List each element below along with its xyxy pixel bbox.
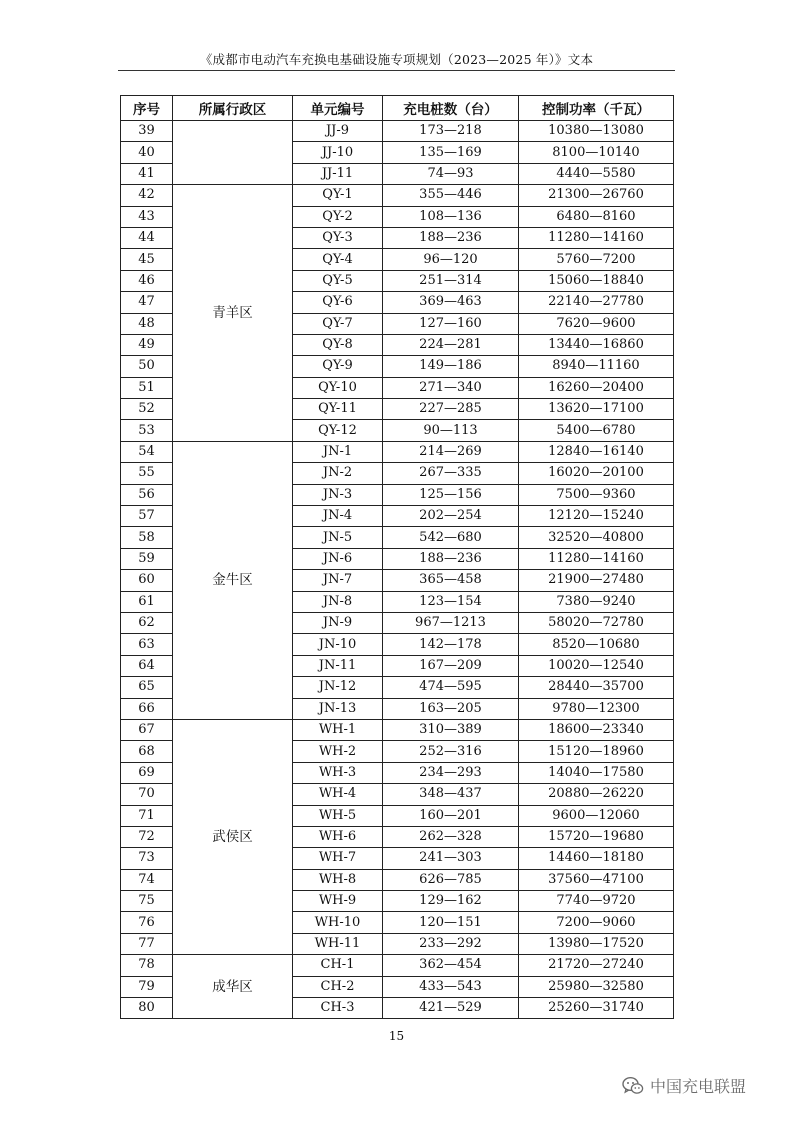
cell-unit-code: WH-5 [293,805,383,826]
cell-index: 61 [121,591,173,612]
table-row [121,955,674,976]
cell-power: 18600—23340 [519,719,674,740]
cell-pile-count: 214—269 [383,441,519,462]
cell-unit-code: QY-5 [293,270,383,291]
cell-index: 48 [121,313,173,334]
column-header-index: 序号 [121,96,173,121]
cell-pile-count: 233—292 [383,933,519,954]
table-body [121,121,674,1019]
cell-power: 25980—32580 [519,976,674,997]
cell-power: 4440—5580 [519,163,674,184]
cell-unit-code: JN-11 [293,655,383,676]
cell-pile-count: 160—201 [383,805,519,826]
column-header-district: 所属行政区 [173,96,293,121]
cell-index: 50 [121,356,173,377]
cell-pile-count: 127—160 [383,313,519,334]
cell-pile-count: 125—156 [383,484,519,505]
cell-index: 42 [121,185,173,206]
cell-unit-code: JN-7 [293,570,383,591]
cell-pile-count: 433—543 [383,976,519,997]
cell-unit-code: QY-2 [293,206,383,227]
cell-pile-count: 74—93 [383,163,519,184]
cell-index: 55 [121,463,173,484]
page-number: 15 [388,1029,405,1043]
cell-power: 14040—17580 [519,762,674,783]
cell-pile-count: 362—454 [383,955,519,976]
cell-unit-code: QY-7 [293,313,383,334]
cell-unit-code: QY-6 [293,292,383,313]
cell-power: 6480—8160 [519,206,674,227]
cell-unit-code: WH-6 [293,826,383,847]
cell-unit-code: WH-1 [293,719,383,740]
cell-pile-count: 123—154 [383,591,519,612]
cell-pile-count: 120—151 [383,912,519,933]
cell-power: 7620—9600 [519,313,674,334]
cell-power: 10380—13080 [519,121,674,142]
cell-district: 金牛区 [173,441,293,719]
cell-district [173,121,293,185]
cell-unit-code: QY-8 [293,334,383,355]
cell-district: 武侯区 [173,719,293,954]
cell-index: 57 [121,506,173,527]
cell-pile-count: 224—281 [383,334,519,355]
cell-power: 12840—16140 [519,441,674,462]
cell-power: 10020—12540 [519,655,674,676]
cell-unit-code: JN-5 [293,527,383,548]
cell-unit-code: JN-13 [293,698,383,719]
cell-power: 7500—9360 [519,484,674,505]
cell-index: 74 [121,869,173,890]
cell-power: 13440—16860 [519,334,674,355]
cell-pile-count: 108—136 [383,206,519,227]
cell-pile-count: 167—209 [383,655,519,676]
cell-unit-code: WH-2 [293,741,383,762]
cell-power: 9780—12300 [519,698,674,719]
cell-unit-code: CH-3 [293,998,383,1019]
cell-index: 64 [121,655,173,676]
cell-index: 53 [121,420,173,441]
cell-pile-count: 967—1213 [383,612,519,633]
cell-unit-code: CH-2 [293,976,383,997]
cell-pile-count: 241—303 [383,848,519,869]
cell-unit-code: JN-6 [293,548,383,569]
cell-unit-code: QY-3 [293,227,383,248]
cell-index: 63 [121,634,173,655]
cell-index: 78 [121,955,173,976]
document-header: 《成都市电动汽车充换电基础设施专项规划（2023—2025 年）》文本 [199,52,594,67]
cell-index: 54 [121,441,173,462]
cell-unit-code: CH-1 [293,955,383,976]
cell-pile-count: 135—169 [383,142,519,163]
cell-power: 11280—14160 [519,227,674,248]
watermark-text: 中国充电联盟 [650,1077,747,1096]
cell-index: 67 [121,719,173,740]
table-row [121,185,674,206]
cell-power: 22140—27780 [519,292,674,313]
cell-pile-count: 310—389 [383,719,519,740]
cell-unit-code: JN-2 [293,463,383,484]
cell-index: 45 [121,249,173,270]
cell-unit-code: WH-3 [293,762,383,783]
cell-unit-code: JN-8 [293,591,383,612]
cell-index: 75 [121,891,173,912]
cell-index: 62 [121,612,173,633]
cell-index: 76 [121,912,173,933]
cell-district: 青羊区 [173,185,293,442]
cell-pile-count: 252—316 [383,741,519,762]
cell-pile-count: 267—335 [383,463,519,484]
cell-index: 56 [121,484,173,505]
cell-index: 69 [121,762,173,783]
cell-power: 21900—27480 [519,570,674,591]
cell-power: 21720—27240 [519,955,674,976]
cell-pile-count: 262—328 [383,826,519,847]
table-row [121,441,674,462]
cell-pile-count: 90—113 [383,420,519,441]
cell-unit-code: QY-4 [293,249,383,270]
cell-power: 9600—12060 [519,805,674,826]
cell-index: 59 [121,548,173,569]
cell-index: 58 [121,527,173,548]
cell-power: 15120—18960 [519,741,674,762]
cell-power: 8100—10140 [519,142,674,163]
cell-index: 79 [121,976,173,997]
cell-power: 16260—20400 [519,377,674,398]
cell-unit-code: WH-11 [293,933,383,954]
cell-power: 11280—14160 [519,548,674,569]
cell-power: 15720—19680 [519,826,674,847]
cell-index: 72 [121,826,173,847]
cell-unit-code: JN-12 [293,677,383,698]
cell-index: 60 [121,570,173,591]
cell-pile-count: 188—236 [383,548,519,569]
cell-index: 71 [121,805,173,826]
cell-index: 39 [121,121,173,142]
table-row [121,719,674,740]
column-header-unit-code: 单元编号 [293,96,383,121]
cell-power: 13980—17520 [519,933,674,954]
cell-power: 5760—7200 [519,249,674,270]
cell-index: 52 [121,399,173,420]
cell-unit-code: JN-9 [293,612,383,633]
cell-power: 7200—9060 [519,912,674,933]
cell-pile-count: 626—785 [383,869,519,890]
header-divider [118,70,675,71]
cell-power: 32520—40800 [519,527,674,548]
cell-unit-code: QY-12 [293,420,383,441]
cell-power: 25260—31740 [519,998,674,1019]
cell-pile-count: 369—463 [383,292,519,313]
cell-index: 43 [121,206,173,227]
cell-pile-count: 542—680 [383,527,519,548]
cell-power: 5400—6780 [519,420,674,441]
cell-unit-code: JJ-9 [293,121,383,142]
cell-pile-count: 227—285 [383,399,519,420]
cell-pile-count: 348—437 [383,784,519,805]
cell-index: 65 [121,677,173,698]
cell-index: 49 [121,334,173,355]
cell-index: 70 [121,784,173,805]
cell-unit-code: WH-7 [293,848,383,869]
cell-pile-count: 251—314 [383,270,519,291]
cell-power: 16020—20100 [519,463,674,484]
cell-pile-count: 149—186 [383,356,519,377]
cell-power: 15060—18840 [519,270,674,291]
cell-unit-code: JN-1 [293,441,383,462]
cell-unit-code: WH-8 [293,869,383,890]
cell-unit-code: JN-4 [293,506,383,527]
cell-index: 41 [121,163,173,184]
cell-pile-count: 188—236 [383,227,519,248]
cell-power: 7740—9720 [519,891,674,912]
cell-unit-code: WH-9 [293,891,383,912]
cell-power: 7380—9240 [519,591,674,612]
cell-index: 68 [121,741,173,762]
cell-index: 80 [121,998,173,1019]
cell-index: 47 [121,292,173,313]
wechat-icon [622,1076,644,1096]
cell-pile-count: 421—529 [383,998,519,1019]
cell-pile-count: 173—218 [383,121,519,142]
cell-index: 40 [121,142,173,163]
cell-unit-code: WH-10 [293,912,383,933]
cell-pile-count: 474—595 [383,677,519,698]
cell-unit-code: QY-1 [293,185,383,206]
cell-pile-count: 163—205 [383,698,519,719]
cell-index: 44 [121,227,173,248]
cell-index: 77 [121,933,173,954]
cell-unit-code: JJ-10 [293,142,383,163]
cell-pile-count: 365—458 [383,570,519,591]
cell-pile-count: 96—120 [383,249,519,270]
cell-power: 12120—15240 [519,506,674,527]
cell-power: 8520—10680 [519,634,674,655]
cell-unit-code: JN-3 [293,484,383,505]
cell-pile-count: 355—446 [383,185,519,206]
table-row [121,121,674,142]
cell-index: 51 [121,377,173,398]
cell-unit-code: WH-4 [293,784,383,805]
cell-power: 8940—11160 [519,356,674,377]
column-header-pile-count: 充电桩数（台） [383,96,519,121]
cell-district: 成华区 [173,955,293,1019]
cell-unit-code: JJ-11 [293,163,383,184]
cell-power: 37560—47100 [519,869,674,890]
cell-power: 28440—35700 [519,677,674,698]
cell-unit-code: QY-9 [293,356,383,377]
charging-piles-table [120,95,674,1019]
table-header-row [121,96,674,121]
cell-pile-count: 129—162 [383,891,519,912]
cell-power: 21300—26760 [519,185,674,206]
cell-pile-count: 234—293 [383,762,519,783]
cell-power: 14460—18180 [519,848,674,869]
cell-unit-code: QY-10 [293,377,383,398]
cell-index: 73 [121,848,173,869]
cell-power: 58020—72780 [519,612,674,633]
column-header-power: 控制功率（千瓦） [519,96,674,121]
cell-index: 46 [121,270,173,291]
cell-pile-count: 271—340 [383,377,519,398]
cell-pile-count: 142—178 [383,634,519,655]
watermark [622,1074,746,1097]
cell-power: 13620—17100 [519,399,674,420]
cell-pile-count: 202—254 [383,506,519,527]
cell-unit-code: QY-11 [293,399,383,420]
cell-unit-code: JN-10 [293,634,383,655]
cell-index: 66 [121,698,173,719]
cell-power: 20880—26220 [519,784,674,805]
